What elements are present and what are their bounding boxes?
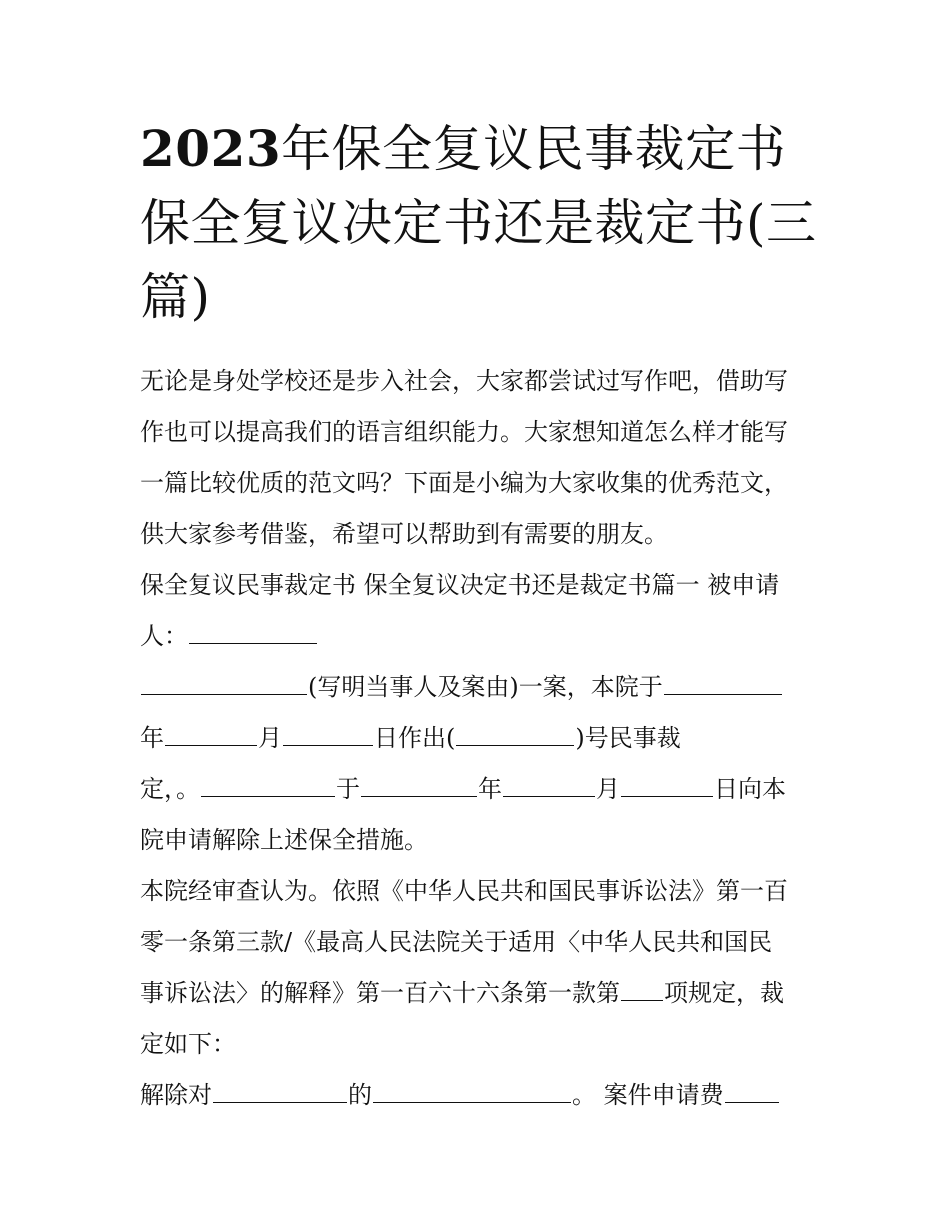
- lift-party-blank: [213, 1078, 347, 1103]
- parties-blank: [141, 670, 307, 695]
- case-line-2: [140, 713, 820, 764]
- intro-line-1: 无论是身处学校还是步入社会，大家都尝试过写作吧，借助写: [140, 367, 788, 395]
- section-1-heading-line-1: 保全复议民事裁定书 保全复议决定书还是裁定书篇一 被申请: [140, 571, 780, 599]
- title-line-1-rest: 年保全复议民事裁定书: [281, 120, 787, 178]
- intro-paragraph: [140, 356, 820, 560]
- review-line-4: 定如下：: [140, 1030, 236, 1058]
- intro-line-4: 供大家参考借鉴，希望可以帮助到有需要的朋友。: [140, 520, 668, 548]
- apply-year-blank: [361, 772, 477, 797]
- intro-line-2: 作也可以提高我们的语言组织能力。大家想知道怎么样才能写: [140, 418, 788, 446]
- intro-line-3: 一篇比较优质的范文吗？下面是小编为大家收集的优秀范文，: [140, 469, 788, 497]
- respondent-label: 人：: [140, 622, 188, 650]
- ruling-number-blank: [456, 721, 574, 746]
- ruling-end-text: 定，。: [140, 775, 200, 803]
- year-char-2: 年: [478, 775, 502, 803]
- review-line-3: [140, 968, 820, 1019]
- month-char-2: 月: [596, 775, 620, 803]
- section-1-heading-line-2: [140, 611, 820, 662]
- day-made-text: 日作出(: [374, 724, 456, 752]
- lift-label: 解除对: [140, 1081, 212, 1109]
- document-title: [140, 112, 830, 334]
- case-text: (写明当事人及案由)一案，本院于: [308, 673, 663, 701]
- ruling-paragraph: [140, 1070, 820, 1121]
- month-char: 月: [258, 724, 282, 752]
- fee-blank: [725, 1078, 779, 1103]
- lift-property-blank: [373, 1078, 571, 1103]
- case-paragraph: [140, 662, 820, 866]
- review-line-1: 本院经审查认为。依照《中华人民共和国民事诉讼法》第一百: [140, 877, 788, 905]
- fee-label: 。 案件申请费: [572, 1081, 724, 1109]
- year-char: 年: [140, 724, 164, 752]
- ruling-year-blank: [664, 670, 782, 695]
- review-paragraph: [140, 866, 820, 1070]
- at-char: 于: [336, 775, 360, 803]
- title-line-2: 保全复议决定书还是裁定书(三: [140, 194, 817, 252]
- ruling-number-text: )号民事裁: [575, 724, 681, 752]
- item-number-blank: [621, 976, 663, 1001]
- title-line-3: 篇): [140, 268, 211, 326]
- applicant-blank: [201, 772, 335, 797]
- ruling-line-1: [140, 1070, 820, 1121]
- review-line-3-end: 项规定，裁: [664, 979, 784, 1007]
- case-line-1: [140, 662, 820, 713]
- case-line-4: 院申请解除上述保全措施。: [140, 826, 428, 854]
- review-line-2: 零一条第三款/《最高人民法院关于适用〈中华人民共和国民: [140, 928, 773, 956]
- ruling-year-value-blank: [165, 721, 257, 746]
- apply-day-blank: [621, 772, 713, 797]
- day-apply-text: 日向本: [714, 775, 786, 803]
- review-line-3-start: 事诉讼法〉的解释》第一百六十六条第一款第: [140, 979, 620, 1007]
- of-char: 的: [348, 1081, 372, 1109]
- case-line-3: [140, 764, 820, 815]
- ruling-month-blank: [283, 721, 373, 746]
- apply-month-blank: [503, 772, 595, 797]
- title-year: 2023: [140, 119, 282, 178]
- document-body: [140, 356, 820, 1121]
- respondent-blank: [189, 619, 317, 644]
- section-1-heading: [140, 560, 820, 662]
- title-line-1: [140, 112, 830, 186]
